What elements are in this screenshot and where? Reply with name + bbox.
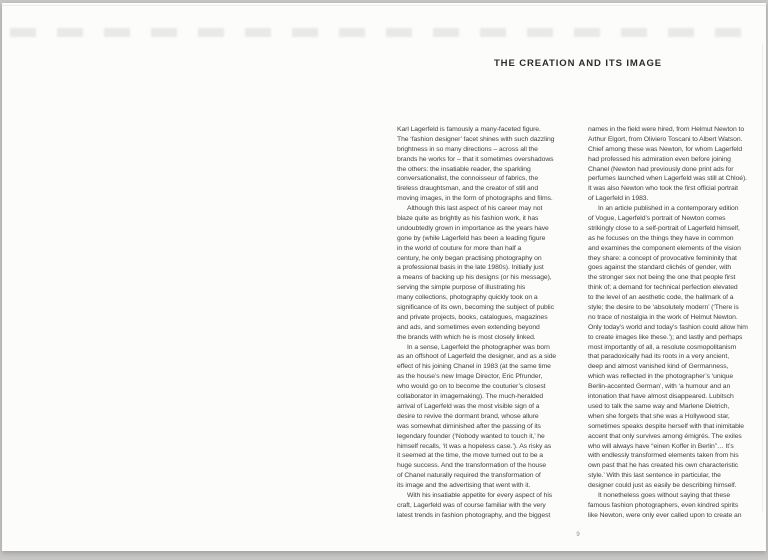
text-line: With his insatiable appetite for every aspect of his — [407, 491, 553, 499]
text-line: had professed his admiration even before joining — [588, 155, 731, 163]
text-line: himself recalls, ‘it was a hopeless case.’). As risky as — [397, 442, 552, 450]
text-line: many collections, photography quickly took on a — [397, 294, 538, 302]
text-line: century, he only began practising photography on — [397, 254, 542, 262]
text-line: that paradoxically had its roots in a very ancient, — [588, 353, 729, 361]
text-line: and private projects, books, catalogues, magazines — [397, 313, 548, 321]
text-line: gone by (while Lagerfeld has been a leading figure — [397, 234, 546, 242]
page-showthrough — [10, 28, 758, 37]
text-line: with endlessly transformed elements taken from his — [588, 452, 739, 460]
text-line: and examines the component elements of the vision — [588, 244, 741, 252]
text-line: who will always have “einen Koffer in Berlin”… It’s — [588, 442, 734, 450]
text-line: of Vogue, Lagerfeld’s portrait of Newton comes — [588, 215, 726, 223]
text-line: brightness in so many directions – across all the — [397, 145, 538, 153]
text-line: they share: a concept of provocative femininity that — [588, 254, 737, 262]
text-line: to the level of an aesthetic code, the hallmark of a — [588, 294, 734, 302]
text-line: Chanel (Newton had previously done print ads for — [588, 165, 734, 173]
text-column-right — [588, 125, 762, 521]
text-line: Karl Lagerfeld is famously a many-faceted figure. — [397, 126, 541, 133]
text-line: The ‘fashion designer’ facet shines with such dazzling — [397, 135, 555, 143]
text-line: as the house’s new Image Director, Eric Pfrunder, — [397, 373, 543, 381]
text-line: of Lagerfeld in 1983. — [588, 195, 649, 203]
text-line: It nonetheless goes without saying that these — [598, 491, 731, 499]
text-line: significance of its own, becoming the subject of public — [397, 304, 554, 312]
text-line: style.’ With this last sentence in particular, the — [588, 472, 721, 480]
text-line: its image and the advertising that went with it. — [397, 482, 531, 490]
text-line: sometimes speaks despite herself with that inimitable — [588, 422, 744, 430]
text-line: In a sense, Lagerfeld the photographer was born — [407, 343, 550, 351]
text-line: which was reflected in the photographer’s ‘unique — [588, 373, 734, 381]
text-line: desire to revive the dormant brand, whose allure — [397, 412, 539, 420]
text-line: in the world of couture for more than half a — [397, 244, 522, 252]
text-line: It was also Newton who took the first official portrait — [588, 185, 738, 193]
text-line: the others: the insatiable reader, the sparkling — [397, 165, 531, 173]
text-line: goes against the standard clichés of gender, with — [588, 264, 732, 272]
text-line: as he focuses on the things they have in common — [588, 234, 734, 242]
text-line: brands he works for – that it sometimes overshadows — [397, 155, 554, 163]
text-line: undoubtedly grown in importance as the years have — [397, 224, 549, 232]
text-line: blaze quite as brightly as his fashion work, it has — [397, 215, 539, 223]
chapter-title: THE CREATION AND ITS IMAGE — [493, 58, 662, 69]
text-line: to create images like these.’); and lastly and perhaps — [588, 333, 743, 341]
text-line: deep and almost vanished kind of Germanness, — [588, 363, 729, 371]
text-line: craft, Lagerfeld was of course familiar with the very — [397, 501, 546, 509]
text-line: a means of backing up his designs (or his message), — [397, 274, 552, 282]
text-line: conversationalist, the connoisseur of fabrics, the — [397, 175, 539, 183]
text-line: style; the desire to be ‘absolutely modern’ (‘There is — [588, 304, 739, 312]
text-line: as an offshoot of Lagerfeld the designer, and as a side — [397, 353, 557, 361]
text-line: collaborator in imagemaking). The much-heralded — [397, 393, 544, 401]
text-line: moving images, in the form of photographs and films. — [397, 195, 553, 203]
text-line: arrival of Lagerfeld was the most visible sign of a — [397, 402, 540, 410]
text-line: accent that only survives among émigrés. The exiles — [588, 432, 742, 440]
text-line: of Chanel naturally required the transformation of — [397, 472, 541, 480]
text-line: when she forgets that she was a Hollywood star, — [588, 412, 730, 420]
text-line: tireless draughtsman, and the creator of still and — [397, 185, 539, 193]
text-line: who would go on to become the couturier’s closest — [397, 383, 546, 391]
text-line: In an article published in a contemporary edition — [598, 205, 739, 213]
text-line: like Newton, were only ever called upon to create an — [588, 511, 742, 519]
text-line: and ads, and sometimes even extending beyond — [397, 323, 540, 331]
text-line: Chief among these was Newton, for whom Lagerfeld — [588, 145, 743, 153]
text-line: perfumes launched when Lagerfeld was still at Chloé). — [588, 175, 747, 183]
page-number: 9 — [576, 532, 580, 538]
text-line: intonation that have almost disappeared. Lubitsch — [588, 393, 734, 401]
text-line: strikingly close to a self-portrait of Lagerfeld himself, — [588, 224, 740, 232]
text-line: was somewhat diminished after the passing of its — [397, 422, 541, 430]
text-line: latest trends in fashion photography, and the biggest — [397, 511, 551, 519]
page-top-edge — [2, 5, 766, 6]
text-line: designer could just as easily be describing himself. — [588, 482, 737, 490]
text-line: used to talk the same way and Marlene Dietrich, — [588, 402, 730, 410]
page-right-edge — [762, 43, 763, 513]
text-line: legendary founder (‘Nobody wanted to touch it,’ he — [397, 432, 545, 440]
text-column-left — [397, 125, 581, 521]
text-line: most importantly of all, a resolute cosmopolitanism — [588, 343, 737, 351]
text-line: famous fashion photographers, even kindred spirits — [588, 501, 739, 509]
text-line: Berlin-accented German’, with ‘a humour and an — [588, 383, 731, 391]
text-line: huge success. And the transformation of the house — [397, 462, 547, 470]
text-line: names in the field were hired, from Helmut Newton to — [588, 126, 745, 133]
text-line: it seemed at the time, the move turned out to be a — [397, 452, 543, 460]
text-line: Only today’s world and today’s fashion could allow him — [588, 323, 748, 331]
text-line: think of; a demand for technical perfection elevated — [588, 284, 738, 292]
page-spread — [2, 3, 766, 551]
text-line: own past that he has created his own characteristic — [588, 462, 739, 470]
text-line: the stronger sex not being the one that people first — [588, 274, 736, 282]
text-line: the brands with which he is most closely linked. — [397, 333, 536, 341]
text-line: Arthur Elgort, from Oliviero Toscani to Albert Watson. — [588, 135, 743, 143]
text-line: no trace of nostalgia in the work of Helmut Newton. — [588, 313, 738, 321]
text-line: effect of his joining Chanel in 1983 (at the same time — [397, 363, 551, 371]
text-line: serving the simple purpose of illustrating his — [397, 284, 526, 292]
text-line: Although this last aspect of his career may not — [407, 205, 543, 213]
text-line: a professional basis in the late 1980s). Initially just — [397, 264, 544, 272]
